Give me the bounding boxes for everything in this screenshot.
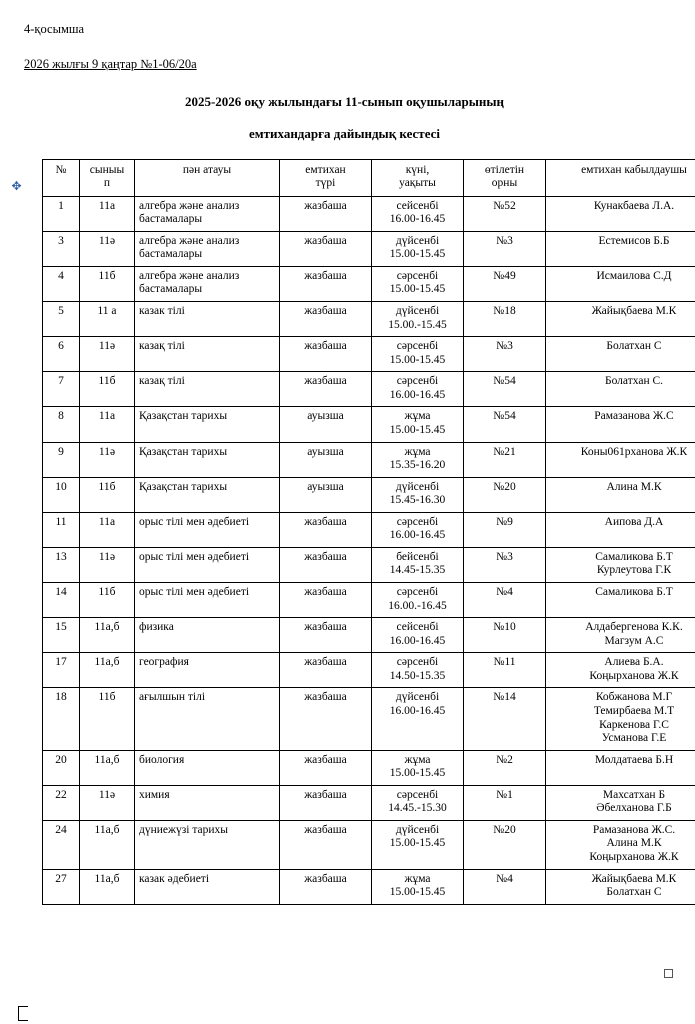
cell-time: [372, 266, 464, 301]
time-line: жұма: [404, 872, 431, 885]
cell-room: №3: [464, 547, 546, 582]
cell-subject: алгебра және анализ бастамалары: [135, 231, 280, 266]
column-header-time: [372, 160, 464, 196]
cell-class: 11б: [80, 583, 135, 618]
page-bottom-marker: [18, 1006, 28, 1021]
cell-room: №20: [464, 820, 546, 869]
cell-class: 11б: [80, 372, 135, 407]
time-line: дүйсенбі: [395, 691, 440, 704]
time-line: дүйсенбі: [395, 480, 440, 493]
cell-teacher: [546, 785, 695, 820]
cell-subject: казақ тілі: [135, 337, 280, 372]
cell-subject: биология: [135, 750, 280, 785]
teacher-line: Курлеутова Г.К: [596, 564, 672, 577]
cell-class: 11а,б: [80, 750, 135, 785]
cell-teacher: [546, 869, 695, 904]
column-header-number: №: [43, 160, 80, 196]
cell-teacher: [546, 512, 695, 547]
cell-number: 4: [43, 266, 80, 301]
teacher-line: Магзум А.С: [604, 634, 664, 647]
teacher-line: Болатхан С.: [604, 375, 664, 388]
cell-room: №9: [464, 512, 546, 547]
teacher-line: Каркенова Г.С: [599, 718, 669, 731]
teacher-line: Алина М.К: [606, 480, 662, 493]
cell-number: 24: [43, 820, 80, 869]
cell-room: №52: [464, 196, 546, 231]
time-line: 15.00-15.45: [389, 837, 446, 850]
cell-teacher: [546, 442, 695, 477]
table-row: [43, 266, 695, 301]
cell-type: жазбаша: [280, 653, 372, 688]
teacher-line: Махсатхан Б: [602, 788, 666, 801]
time-line: 14.45-15.35: [389, 564, 446, 577]
teacher-line: Молдатаева Б.Н: [594, 753, 674, 766]
cell-class: 11ә: [80, 442, 135, 477]
cell-teacher: [546, 266, 695, 301]
table-row: [43, 688, 695, 750]
cell-number: 13: [43, 547, 80, 582]
table-row: [43, 512, 695, 547]
cell-subject: алгебра және анализ бастамалары: [135, 266, 280, 301]
cell-teacher: [546, 547, 695, 582]
cell-subject: ағылшын тілі: [135, 688, 280, 750]
column-header-type: [280, 160, 372, 196]
cell-time: [372, 785, 464, 820]
time-line: 14.45.-15.30: [388, 802, 447, 815]
teacher-line: Рамазанова Ж.С: [594, 410, 674, 423]
cell-type: жазбаша: [280, 266, 372, 301]
cell-number: 20: [43, 750, 80, 785]
cell-number: 17: [43, 653, 80, 688]
cell-time: [372, 196, 464, 231]
column-header-time-line1: күні,: [405, 164, 430, 177]
teacher-line: Кобжанова М.Г: [595, 691, 673, 704]
cell-room: №54: [464, 372, 546, 407]
page-title: [22, 94, 667, 141]
teacher-line: Самаликова Б.Т: [595, 550, 673, 563]
cell-room: №4: [464, 869, 546, 904]
time-line: 16.00-16.45: [389, 634, 446, 647]
table-row: [43, 442, 695, 477]
time-line: 16.00-16.45: [389, 529, 446, 542]
time-line: сәрсенбі: [396, 656, 439, 669]
cell-number: 22: [43, 785, 80, 820]
page-corner-marker: [664, 969, 673, 978]
cell-type: жазбаша: [280, 750, 372, 785]
column-header-room: [464, 160, 546, 196]
teacher-line: Коңырханова Ж.К: [589, 669, 679, 682]
cell-type: жазбаша: [280, 302, 372, 337]
time-line: 15.00.-15.45: [388, 318, 447, 331]
cell-number: 10: [43, 477, 80, 512]
time-line: 16.00-16.45: [389, 388, 446, 401]
order-reference: 2026 жылғы 9 қаңтар №1-06/20а: [24, 57, 197, 71]
cell-subject: казақ тілі: [135, 372, 280, 407]
cell-class: 11б: [80, 477, 135, 512]
cell-subject: география: [135, 653, 280, 688]
time-line: сәрсенбі: [396, 375, 439, 388]
table-row: [43, 196, 695, 231]
cell-teacher: [546, 583, 695, 618]
teacher-line: Алина М.К: [606, 837, 662, 850]
teacher-line: Аипова Д.А: [604, 515, 664, 528]
cell-teacher: [546, 231, 695, 266]
cell-subject: Қазақстан тарихы: [135, 442, 280, 477]
cell-type: жазбаша: [280, 547, 372, 582]
cell-number: 8: [43, 407, 80, 442]
title-line-2: емтихандарға дайындық кестесі: [248, 125, 440, 141]
cell-room: №49: [464, 266, 546, 301]
cell-teacher: [546, 618, 695, 653]
cell-type: жазбаша: [280, 372, 372, 407]
cell-room: №21: [464, 442, 546, 477]
cell-teacher: [546, 372, 695, 407]
time-line: 16.00-16.45: [389, 704, 446, 717]
cell-time: [372, 372, 464, 407]
time-line: 15.00-15.45: [389, 886, 446, 899]
table-row: [43, 583, 695, 618]
time-line: сәрсенбі: [396, 340, 439, 353]
cell-teacher: [546, 750, 695, 785]
time-line: 16.00-16.45: [389, 213, 446, 226]
cell-room: №3: [464, 337, 546, 372]
cell-time: [372, 407, 464, 442]
cell-room: №54: [464, 407, 546, 442]
cell-type: жазбаша: [280, 196, 372, 231]
cell-time: [372, 512, 464, 547]
cell-number: 11: [43, 512, 80, 547]
cell-class: 11а: [80, 407, 135, 442]
teacher-line: Рамазанова Ж.С.: [592, 823, 676, 836]
table-row: [43, 372, 695, 407]
cell-subject: Қазақстан тарихы: [135, 407, 280, 442]
cell-time: [372, 618, 464, 653]
table-row: [43, 302, 695, 337]
teacher-line: Темирбаева М.Т: [593, 704, 675, 717]
cell-teacher: [546, 820, 695, 869]
time-line: дүйсенбі: [395, 823, 440, 836]
table-row: [43, 785, 695, 820]
time-line: 15.00-15.45: [389, 767, 446, 780]
column-header-type-line1: емтихан: [305, 164, 346, 177]
cell-teacher: [546, 302, 695, 337]
cell-class: 11б: [80, 266, 135, 301]
table-body: [43, 196, 695, 904]
table-row: [43, 477, 695, 512]
cell-number: 7: [43, 372, 80, 407]
cell-type: жазбаша: [280, 512, 372, 547]
cell-class: 11 а: [80, 302, 135, 337]
cell-type: ауызша: [280, 407, 372, 442]
teacher-line: Алиева Б.А.: [604, 656, 664, 669]
cell-type: жазбаша: [280, 231, 372, 266]
time-line: сейсенбі: [396, 199, 439, 212]
cell-time: [372, 750, 464, 785]
time-line: жұма: [404, 753, 431, 766]
cell-teacher: [546, 688, 695, 750]
cell-type: жазбаша: [280, 618, 372, 653]
cell-time: [372, 337, 464, 372]
cell-room: №11: [464, 653, 546, 688]
cell-time: [372, 547, 464, 582]
cell-room: №10: [464, 618, 546, 653]
cell-number: 14: [43, 583, 80, 618]
cell-room: №3: [464, 231, 546, 266]
time-line: дүйсенбі: [395, 305, 440, 317]
cell-time: [372, 820, 464, 869]
cell-class: 11ә: [80, 785, 135, 820]
cell-class: 11а,б: [80, 869, 135, 904]
cell-time: [372, 477, 464, 512]
cell-time: [372, 869, 464, 904]
cell-room: №1: [464, 785, 546, 820]
cell-room: №18: [464, 302, 546, 337]
column-header-class: [80, 160, 135, 196]
table-row: [43, 547, 695, 582]
time-line: жұма: [404, 445, 431, 458]
cell-subject: дүниежүзі тарихы: [135, 820, 280, 869]
cell-subject: орыс тілі мен әдебиеті: [135, 547, 280, 582]
table-row: [43, 869, 695, 904]
table-row: [43, 618, 695, 653]
cell-subject: химия: [135, 785, 280, 820]
time-line: 15.45-16.30: [389, 494, 446, 507]
column-header-class-line1: сыныы: [89, 164, 125, 177]
teacher-line: Коны061рханова Ж.К: [580, 445, 688, 458]
time-line: 15.00-15.45: [389, 283, 446, 296]
time-line: 14.50-15.35: [389, 669, 446, 682]
time-line: бейсенбі: [396, 550, 439, 563]
teacher-line: Жайықбаева М.К: [591, 872, 677, 885]
table-row: [43, 407, 695, 442]
cell-room: №4: [464, 583, 546, 618]
column-header-room-line1: өтілетін: [484, 164, 525, 177]
cell-type: жазбаша: [280, 785, 372, 820]
teacher-line: Усманова Г.Е: [601, 732, 667, 745]
cell-class: 11а,б: [80, 653, 135, 688]
cell-teacher: [546, 653, 695, 688]
time-line: дүйсенбі: [395, 234, 440, 247]
cell-type: жазбаша: [280, 583, 372, 618]
cell-number: 1: [43, 196, 80, 231]
time-line: сәрсенбі: [396, 515, 439, 528]
cell-subject: казак әдебиеті: [135, 869, 280, 904]
cell-class: 11ә: [80, 547, 135, 582]
column-header-teacher: емтихан кабылдаушы: [546, 160, 695, 196]
teacher-line: Болатхан С: [606, 340, 662, 353]
cell-type: ауызша: [280, 442, 372, 477]
cell-type: жазбаша: [280, 337, 372, 372]
cell-room: №20: [464, 477, 546, 512]
cell-time: [372, 231, 464, 266]
column-header-time-line2: уақыты: [399, 177, 436, 190]
cell-class: 11а: [80, 196, 135, 231]
appendix-label: 4-қосымша: [24, 22, 85, 36]
cell-room: №2: [464, 750, 546, 785]
time-line: сәрсенбі: [396, 269, 439, 282]
cell-teacher: [546, 477, 695, 512]
cell-class: 11ә: [80, 231, 135, 266]
cell-number: 15: [43, 618, 80, 653]
cell-number: 9: [43, 442, 80, 477]
teacher-line: Болатхан С: [606, 886, 662, 899]
teacher-line: Жайықбаева М.К: [591, 305, 677, 317]
table-row: [43, 231, 695, 266]
time-line: сәрсенбі: [396, 788, 439, 801]
cell-time: [372, 302, 464, 337]
cell-type: жазбаша: [280, 869, 372, 904]
cell-time: [372, 442, 464, 477]
column-header-class-line2: п: [103, 177, 111, 190]
cell-class: 11б: [80, 688, 135, 750]
cell-room: №14: [464, 688, 546, 750]
time-line: сәрсенбі: [396, 586, 439, 598]
cell-class: 11ә: [80, 337, 135, 372]
time-line: 15.00-15.45: [389, 353, 446, 366]
cell-subject: алгебра және анализ бастамалары: [135, 196, 280, 231]
time-line: 16.00.-16.45: [388, 599, 447, 612]
cell-class: 11а: [80, 512, 135, 547]
time-line: 15.35-16.20: [389, 459, 446, 472]
cell-type: ауызша: [280, 477, 372, 512]
table-row: [43, 653, 695, 688]
cell-number: 3: [43, 231, 80, 266]
teacher-line: Әбелханова Г.Б: [596, 802, 672, 815]
cell-type: жазбаша: [280, 820, 372, 869]
table-row: [43, 750, 695, 785]
teacher-line: Самаликова Б.Т: [595, 586, 673, 598]
cell-subject: орыс тілі мен әдебиеті: [135, 512, 280, 547]
column-header-room-line2: орны: [491, 177, 518, 190]
cell-class: 11а,б: [80, 618, 135, 653]
time-line: жұма: [404, 410, 431, 423]
cell-number: 27: [43, 869, 80, 904]
teacher-line: Коңырханова Ж.К: [589, 851, 679, 863]
teacher-line: Исмаилова С.Д: [596, 269, 672, 282]
table-row: [43, 820, 695, 869]
column-header-subject: пән атауы: [135, 160, 280, 196]
cell-subject: орыс тілі мен әдебиеті: [135, 583, 280, 618]
exam-schedule-table: [42, 159, 695, 905]
cell-subject: Қазақстан тарихы: [135, 477, 280, 512]
cell-teacher: [546, 196, 695, 231]
cell-teacher: [546, 407, 695, 442]
time-line: 15.00-15.45: [389, 248, 446, 261]
cell-subject: казак тілі: [135, 302, 280, 337]
teacher-line: Кунакбаева Л.А.: [593, 199, 675, 212]
time-line: сейсенбі: [396, 621, 439, 634]
table-header-row: [43, 160, 695, 196]
cell-time: [372, 688, 464, 750]
cell-subject: физика: [135, 618, 280, 653]
table-move-handle-icon[interactable]: ✥: [11, 179, 22, 193]
cell-number: 5: [43, 302, 80, 337]
title-line-1: 2025-2026 оқу жылындағы 11-сынып оқушыларының: [184, 94, 505, 109]
teacher-line: Алдабергенова К.К.: [585, 621, 683, 634]
cell-time: [372, 653, 464, 688]
cell-teacher: [546, 337, 695, 372]
column-header-type-line2: түрі: [315, 177, 336, 190]
cell-type: жазбаша: [280, 688, 372, 750]
cell-time: [372, 583, 464, 618]
cell-number: 18: [43, 688, 80, 750]
teacher-line: Естемисов Б.Б: [598, 234, 670, 247]
time-line: 15.00-15.45: [389, 423, 446, 436]
table-row: [43, 337, 695, 372]
cell-class: 11а,б: [80, 820, 135, 869]
cell-number: 6: [43, 337, 80, 372]
